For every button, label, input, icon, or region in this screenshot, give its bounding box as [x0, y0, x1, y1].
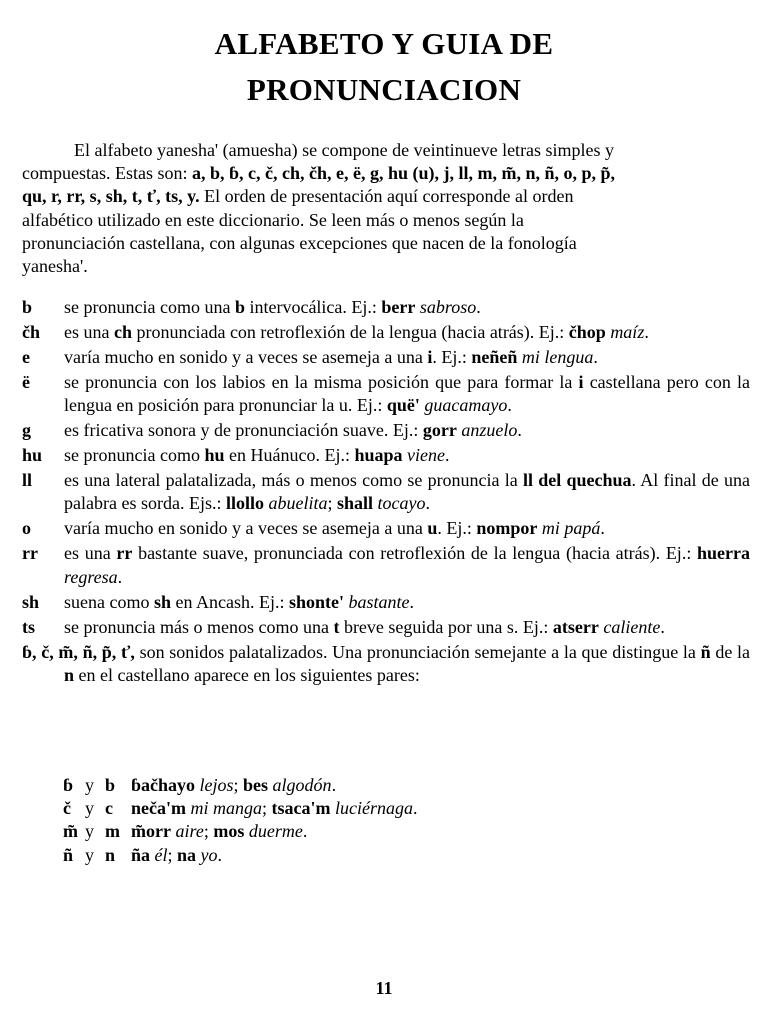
intro-line: pronunciación castellana, con algunas excepciones que nacen de la fonología	[22, 232, 577, 253]
example-word: huerra	[697, 543, 751, 564]
example-gloss: sabroso	[419, 297, 477, 317]
example-gloss: yo	[200, 844, 218, 865]
example-word: na	[177, 844, 197, 865]
intro-line: El alfabeto yanesha' (amuesha) se compone de veintinueve letras simples y	[74, 140, 615, 160]
example-gloss: mi papá	[541, 518, 601, 539]
example-word: ɓačhayo	[131, 775, 196, 795]
entry-letter: sh	[22, 591, 40, 612]
example-word: neñeñ	[471, 347, 518, 367]
example-word: shall	[336, 493, 374, 514]
example-gloss: duerme	[248, 821, 303, 842]
letter-entries	[22, 296, 750, 689]
example-word: atserr	[552, 616, 599, 637]
letter-entry: ts se pronuncia más o menos como una t breve seguida por una s. Ej.: atserr caliente.	[22, 616, 750, 639]
page-number: 11	[375, 978, 393, 998]
pair-row: č y c neča'm mi manga; tsaca'm luciérnaga.	[63, 798, 418, 819]
palatalized-entry: ɓ, č, m̃, ñ, p̃, ť, son sonidos palatalizados. Una pronunciación semejante a la que distingue la ñ de la n en el castellano aparece en los siguientes pares:	[22, 641, 750, 685]
example-gloss: él	[154, 844, 168, 865]
letter-entry: sh suena como sh en Ancash. Ej.: shonte' bastante.	[22, 591, 750, 614]
example-gloss: mi lengua	[521, 347, 594, 367]
entry-letter: b	[22, 297, 33, 317]
example-gloss: viene	[407, 445, 445, 466]
example-word: neča'm	[131, 798, 186, 819]
letter-entry: rr es una rr bastante suave, pronunciada con retroflexión de la lengua (hacia atrás). Ej.: huerra regresa.	[22, 543, 751, 587]
letter-entry: čh es una ch pronunciada con retroflexión de la lengua (hacia atrás). Ej.: čhop maíz.	[22, 321, 750, 344]
letter-entry: b se pronuncia como una b intervocálica. Ej.: berr sabroso.	[22, 296, 750, 319]
entry-letter: čh	[22, 322, 40, 342]
entry-letter: o	[22, 518, 31, 539]
entry-letter: ë	[22, 372, 30, 392]
example-word: nompor	[476, 518, 538, 539]
example-word: berr	[381, 297, 416, 317]
example-word: bes	[243, 775, 269, 795]
intro-line: alfabético utilizado en este diccionario. Se leen más o menos según la	[22, 209, 524, 230]
letter-entry: ll es una lateral palatalizada, más o menos como se pronuncia la ll del quechua. Al final de una palabra es sorda. Ejs.: llollo abuelita; shall tocayo.	[22, 470, 750, 514]
pair-row: ñ y n ña él; na yo.	[63, 844, 223, 865]
example-word: ña	[131, 844, 151, 865]
example-word: llollo	[225, 493, 264, 514]
example-word: huapa	[354, 445, 403, 466]
example-word: m̃orr	[131, 821, 171, 842]
example-word: shonte'	[288, 591, 344, 612]
example-gloss: mi manga	[190, 798, 262, 819]
example-gloss: bastante	[348, 591, 410, 612]
example-word: tsaca'm	[271, 798, 331, 819]
example-gloss: abuelita	[268, 493, 328, 514]
example-word: quë'	[386, 395, 420, 416]
example-gloss: tocayo	[377, 493, 426, 514]
entry-letter: hu	[22, 445, 43, 466]
example-gloss: aire	[175, 821, 204, 842]
letter-entry: g es fricativa sonora y de pronunciación suave. Ej.: gorr anzuelo.	[22, 419, 750, 442]
letter-entry: e varía mucho en sonido y a veces se asemeja a una i. Ej.: neñeñ mi lengua.	[22, 346, 750, 369]
letter-entry: hu se pronuncia como hu en Huánuco. Ej.: huapa viene.	[22, 444, 750, 467]
example-word: gorr	[422, 420, 457, 441]
example-gloss: lejos	[199, 775, 234, 795]
example-gloss: luciérnaga	[334, 798, 413, 819]
page-title-line-2: PRONUNCIACION	[246, 72, 522, 107]
entry-letter: e	[22, 347, 30, 367]
minimal-pairs	[63, 774, 417, 867]
letter-entry: o varía mucho en sonido y a veces se asemeja a una u. Ej.: nompor mi papá.	[22, 517, 750, 540]
example-word: čhop	[568, 322, 606, 342]
example-gloss: guacamayo	[424, 395, 508, 416]
example-gloss: algodón	[272, 775, 332, 795]
intro-line: qu, r, rr, s, sh, t, ť, ts, y. El orden de presentación aquí corresponde al orden	[22, 186, 574, 207]
intro-line: compuestas. Estas son: a, b, ɓ, c, č, ch, čh, e, ë, g, hu (u), j, ll, m, m̃, n, ñ, o, p, p̃,	[22, 163, 616, 184]
example-gloss: regresa	[64, 566, 118, 587]
alphabet-list: a, b, ɓ, c, č, ch, čh, e, ë, g, hu (u), j, ll, m, m̃, n, ñ, o, p, p̃,	[191, 163, 616, 184]
letter-entry: ë se pronuncia con los labios en la misma posición que para formar la i castellana pero con la lengua en posición para pronunciar la u. Ej.: quë' guacamayo.	[22, 372, 750, 416]
entry-letter: ɓ, č, m̃, ñ, p̃, ť,	[22, 641, 135, 662]
intro-paragraph	[22, 139, 748, 278]
entry-letter: ts	[22, 616, 35, 637]
page-title-line-1: ALFABETO Y GUIA DE	[214, 26, 554, 61]
intro-line: yanesha'.	[22, 256, 88, 277]
alphabet-list-end: qu, r, rr, s, sh, t, ť, ts, y.	[22, 186, 200, 207]
entry-letter: rr	[22, 543, 38, 564]
entry-letter: g	[22, 420, 31, 441]
example-gloss: anzuelo	[461, 420, 518, 441]
example-gloss: maíz	[610, 322, 645, 342]
example-word: mos	[213, 821, 245, 842]
entry-letter: ll	[22, 470, 33, 491]
pair-row: ɓ y b ɓačhayo lejos; bes algodón.	[63, 775, 337, 795]
pair-row: m̃ y m m̃orr aire; mos duerme.	[63, 821, 308, 842]
example-gloss: caliente	[603, 616, 661, 637]
